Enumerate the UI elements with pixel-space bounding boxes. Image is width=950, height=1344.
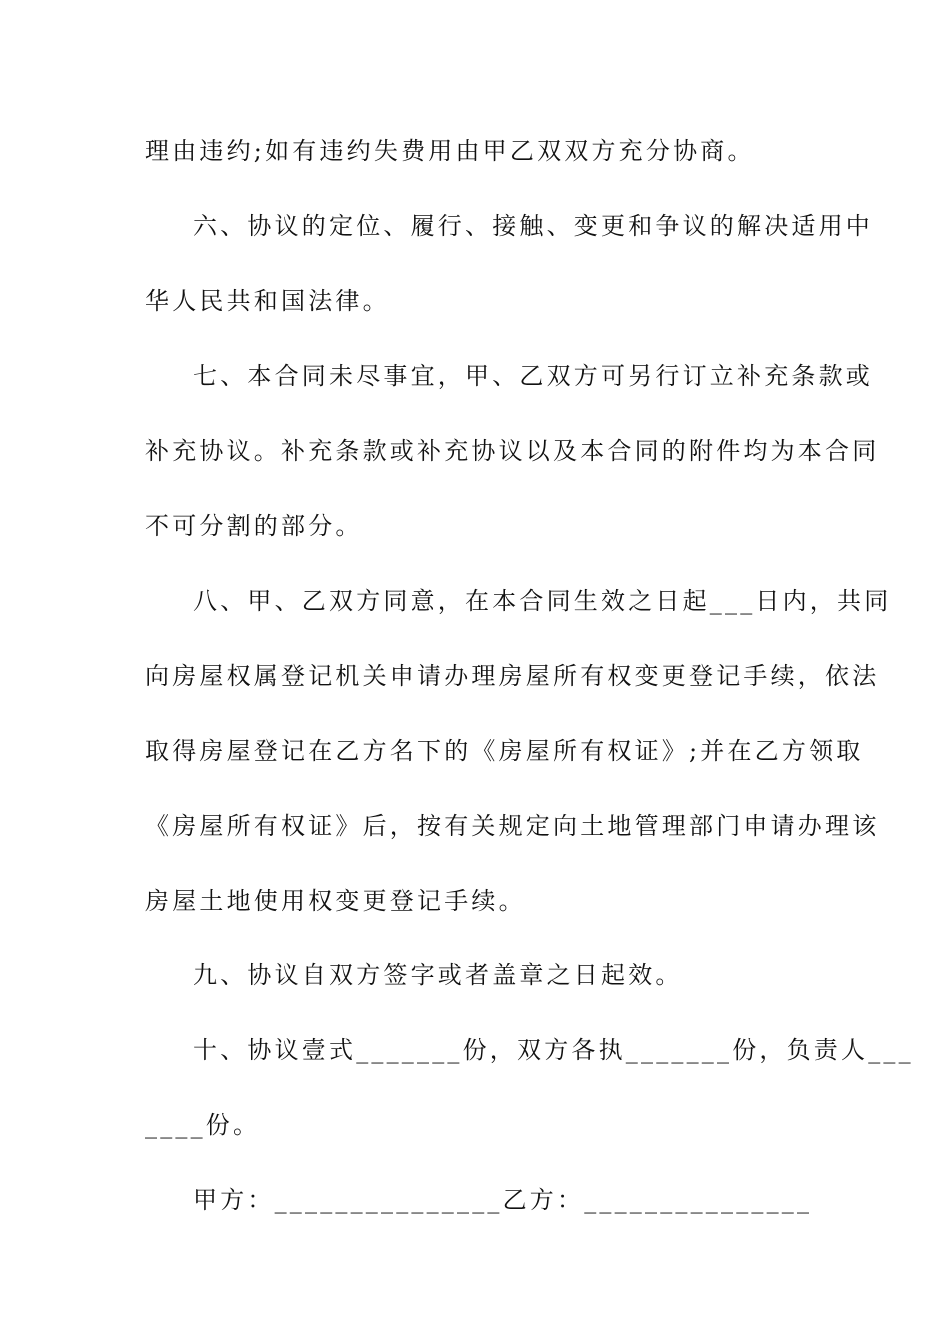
clause-ten-line: 十、协议壹式_______份，双方各执_______份，负责人___: [193, 1036, 914, 1064]
paragraph-line: 华人民共和国法律。: [145, 287, 390, 315]
clause-nine-line: 九、协议自双方签字或者盖章之日起效。: [193, 961, 683, 989]
paragraph-line: 取得房屋登记在乙方名下的《房屋所有权证》;并在乙方领取: [145, 737, 864, 765]
paragraph-line: 向房屋权属登记机关申请办理房屋所有权变更登记手续，依法: [145, 662, 880, 690]
clause-six-line: 六、协议的定位、履行、接触、变更和争议的解决适用中: [193, 212, 873, 240]
clause-eight-line: 八、甲、乙双方同意，在本合同生效之日起___日内，共同: [193, 587, 892, 615]
paragraph-line: 理由违约;如有违约失费用由甲乙双双方充分协商。: [145, 137, 755, 165]
clause-seven-line: 七、本合同未尽事宜，甲、乙双方可另行订立补充条款或: [193, 362, 873, 390]
paragraph-line: ____份。: [145, 1111, 261, 1139]
signature-line: 甲方：_______________乙方：_______________: [193, 1186, 813, 1214]
paragraph-line: 补充协议。补充条款或补充协议以及本合同的附件均为本合同: [145, 437, 880, 465]
paragraph-line: 房屋土地使用权变更登记手续。: [145, 887, 526, 915]
paragraph-line: 《房屋所有权证》后，按有关规定向土地管理部门申请办理该: [145, 812, 880, 840]
paragraph-line: 不可分割的部分。: [145, 512, 363, 540]
